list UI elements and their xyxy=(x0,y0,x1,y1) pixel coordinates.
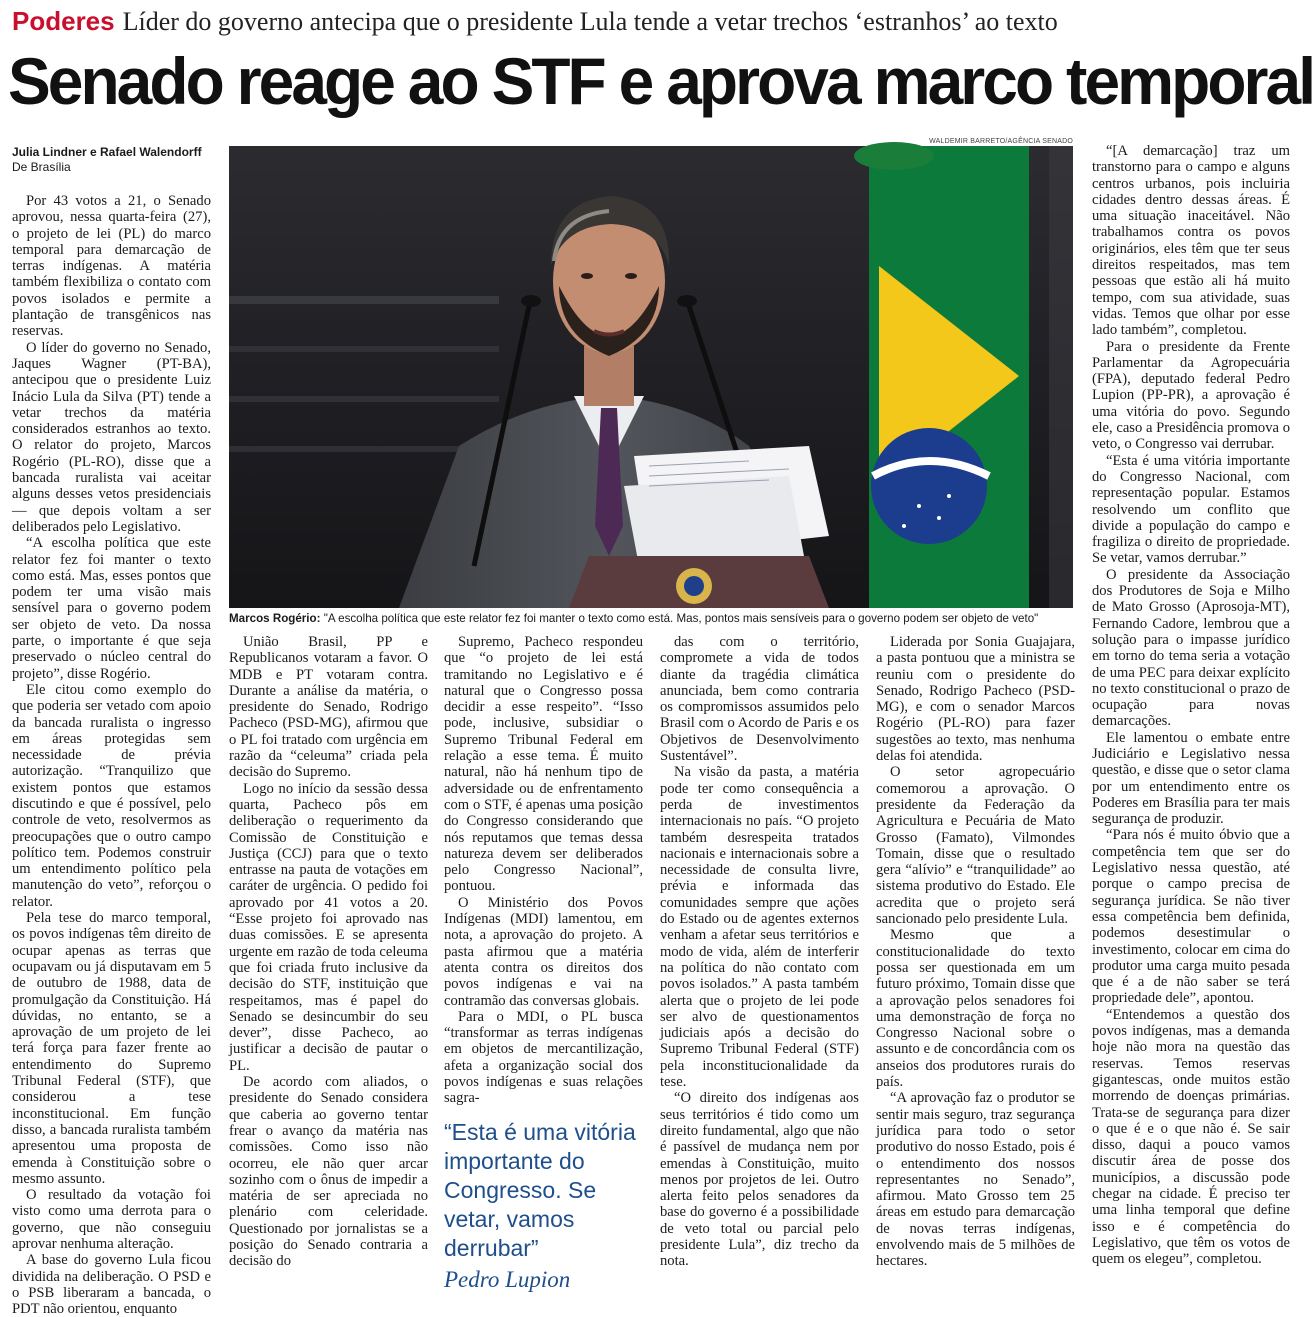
paragraph: “Esta é uma vitória importante do Congresso Nacional, com representação popular. Estamos resolvendo um conflito que divide a população do campo e fragiliza o direito de propriedade. Se vetar, vamos derrubar.” xyxy=(1092,452,1290,567)
paragraph: União Brasil, PP e Republicanos votaram a favor. O MDB e PT votaram contra. Durante a análise da matéria, o presidente do Senado, Rodrigo Pacheco (PSD-MG), afirmou que o PL foi tratado com urgência em razão da “celeuma” criada pela decisão do Supremo. xyxy=(229,634,428,781)
caption-name: Marcos Rogério: xyxy=(229,612,321,625)
paragraph: Mesmo que a constitucionalidade do texto possa ser questionada em um futuro próximo, Tomain disse que a aprovação pelos senadores foi uma demonstração de força no Congresso Nacional sobre o assunto e de concordância com os anseios dos produtores rurais do país. xyxy=(876,927,1075,1091)
pull-quote-text: “Esta é uma vitória importante do Congresso. Se vetar, vamos derrubar” xyxy=(444,1119,636,1261)
kicker-subtitle: Líder do governo antecipa que o presidente Lula tende a vetar trechos ‘estranhos’ ao texto xyxy=(122,7,1058,36)
paragraph: Para o presidente da Frente Parlamentar da Agropecuária (FPA), deputado federal Pedro Lupion (PP-PR), a aprovação é uma vitória do povo. Segundo ele, caso a Presidência promova o veto, o Congresso vai derrubar. xyxy=(1092,338,1290,453)
article-column-3 xyxy=(444,634,643,1107)
paragraph: Supremo, Pacheco respondeu que “o projeto de lei está tramitando no Legislativo e é natural que o Congresso possa decidir a esse respeito”. “Isso pode, inclusive, subsidiar o Supremo Tribunal Federal em relação a esse tema. É muito natural, não há nenhum tipo de adversidade ou de enfrentamento com o STF, é apenas uma posição do Congresso considerando que nós reputamos que temas dessa natureza devem ser deliberados pelo Congresso Nacional”, pontuou. xyxy=(444,634,643,895)
paragraph: Para o MDI, o PL busca “transformar as terras indígenas em objetos de mercantilização, afeta a organização social dos povos indígenas e suas relações sagra- xyxy=(444,1008,643,1107)
paragraph: O setor agropecuário comemorou a aprovação. O presidente da Federação da Agricultura e Pecuária de Mato Grosso (Famato), Vilmondes Tomain, disse que o resultado gera “alívio” e “tranquilidade” ao sistema produtivo do Estado. Ele acredita que o projeto será sancionado pelo presidente Lula. xyxy=(876,764,1075,928)
paragraph: Ele citou como exemplo do que poderia ser vetado com apoio da bancada ruralista o ingresso em áreas protegidas sem necessidade de prévia autorização. “Tranquilizo que existem pontos que estamos discutindo e que é possível, pelo controle de veto, resolvermos as preocupações que o outro campo político tem. Podemos construir um entendimento político pela manutenção do veto”, reforçou o relator. xyxy=(12,681,211,910)
paragraph: Pela tese do marco temporal, os povos indígenas têm direito de ocupar apenas as terras que ocupavam ou já disputavam em 5 de outubro de 1988, data de promulgação da Constituição. Há dúvidas, no entanto, se a aprovação de um projeto de lei terá força para fazer frente ao entendimento do Supremo Tribunal Federal (STF), que considerou a tese inconstitucional. Em função disso, a bancada ruralista também apresentou uma proposta de emenda à Constituição sobre o mesmo assunto. xyxy=(12,910,211,1187)
paragraph: O Ministério dos Povos Indígenas (MDI) lamentou, em nota, a aprovação do projeto. A pasta afirmou que a matéria atenta contra os direitos dos povos indígenas e vai na contramão das conversas globais. xyxy=(444,894,643,1009)
paragraph: O resultado da votação foi visto como uma derrota para o governo, que não conseguiu aprovar nenhuma alteração. xyxy=(12,1187,211,1252)
article-column-2 xyxy=(229,634,428,1274)
photo-caption xyxy=(229,611,1075,626)
article-column-5 xyxy=(876,634,1075,1274)
paragraph: A base do governo Lula ficou dividida na deliberação. O PSD e o PSB liberaram a bancada, o PDT não orientou, enquanto xyxy=(12,1252,211,1317)
senator-speaking-illustration xyxy=(229,146,1073,608)
paragraph: O presidente da Associação dos Produtores de Soja e Milho de Mato Grosso (Aprosoja-MT), Fernando Cadore, lembrou que a solução para o impasse jurídico em torno do tema seria a votação de uma PEC para deixar explícito no texto constitucional o prazo de ocupação para novas demarcações. xyxy=(1092,566,1290,730)
paragraph: “A aprovação faz o produtor se sentir mais seguro, traz segurança jurídica para todo o setor produtivo do nosso Estado, pois é o entendimento dos nossos representantes no Senado”, afirmou. Mato Grosso tem 25 áreas em estudo para demarcação de novas terras indígenas, envolvendo mais de 5 milhões de hectares. xyxy=(876,1090,1075,1270)
paragraph: O líder do governo no Senado, Jaques Wagner (PT-BA), antecipou que o presidente Luiz Inácio Lula da Silva (PT) tende a vetar trechos da matéria considerados estranhos ao texto. O relator do projeto, Marcos Rogério (PL-RO), disse que a bancada ruralista vai aceitar alguns desses vetos presidenciais — que depois voltam a ser deliberados pelo Legislativo. xyxy=(12,339,211,535)
paragraph: Liderada por Sonia Guajajara, a pasta pontuou que a ministra se reuniu com o presidente do Senado, Rodrigo Pacheco (PSD-MG), e com o senador Marcos Rogério (PL-RO) para fazer sugestões ao texto, mas nenhuma delas foi atendida. xyxy=(876,634,1075,765)
paragraph: “A escolha política que este relator fez foi manter o texto como está. Mas, esses pontos que podem ter uma visão mais sensível para o governo podem ser objeto de veto. Da nossa parte, o importante é que seja preservado o núcleo central do projeto”, disse Rogério. xyxy=(12,535,211,682)
paragraph: Ele lamentou o embate entre Judiciário e Legislativo nessa questão, e disse que o setor clama por um entendimento entre os Poderes em Brasília para ter mais segurança de produzir. xyxy=(1092,729,1290,828)
paragraph: das com o território, compromete a vida de todos diante da tragédia climática anunciada, bem como contraria os compromissos assumidos pelo Brasil com o Acordo de Paris e os Objetivos de Desenvolvimento Sustentável”. xyxy=(660,634,859,765)
byline xyxy=(12,145,222,175)
photo-credit: WALDEMIR BARRETO/AGÊNCIA SENADO xyxy=(929,138,1073,145)
article-column-6 xyxy=(1092,143,1290,1274)
paragraph: Logo no início da sessão dessa quarta, Pacheco pôs em deliberação o requerimento da Comissão de Constituição e Justiça (CCJ) para que o texto entrasse na pauta de votações em caráter de urgência. O pedido foi aprovado por 41 votos a 20. “Esse projeto foi aprovado nas duas comissões. E se apresenta urgente em razão de toda celeuma que foi criada fruto inclusive da decisão do STF, instituição que respeitamos, mas é papel do Senado se desincumbir do seu dever”, disse Pacheco, ao justificar a decisão de pautar o PL. xyxy=(229,780,428,1074)
headline: Senado reage ao STF e aprova marco temporal xyxy=(8,44,1313,118)
article-column-1 xyxy=(12,193,211,1317)
byline-location: De Brasília xyxy=(12,160,71,174)
pull-quote xyxy=(444,1118,649,1294)
paragraph: “Entendemos a questão dos povos indígenas, mas a demanda hoje não mora na questão das reservas. Temos reservas gigantescas, onde muitos estão morrendo de doenças primárias. Trata-se de segurança para dizer o que é e o que não é. Se sair disso, daqui a pouco vamos discutir área de posse dos municípios, a discussão pode chegar na cidade. É preciso ter uma linha temporal que define isso e é competência do Legislativo, que têm os votos de quem os elegeu”, completou. xyxy=(1092,1006,1290,1268)
article-photo xyxy=(229,146,1073,608)
paragraph: De acordo com aliados, o presidente do Senado considera que caberia ao governo tentar frear o avanço da matéria nas comissões. Como isso não ocorreu, ele não quer arcar sozinho com o ônus de impedir a matéria de ser apreciada no plenário com celeridade. Questionado por jornalistas se a posição do Senado contraria a decisão do xyxy=(229,1074,428,1270)
paragraph: “[A demarcação] traz um transtorno para o campo e alguns centros urbanos, pois incluiria cidades dentro dessas áreas. É uma situação inaceitável. Não trabalhamos contra os povos originários, eles têm que ter seus direitos respeitados, mas tem pessoas que estão ali há muito tempo, com sua atividade, suas vidas. Temos que olhar por esse lado também”, completou. xyxy=(1092,143,1290,339)
paragraph: Na visão da pasta, a matéria pode ter como consequência a perda de investimentos internacionais no país. “O projeto também desrespeita tratados nacionais e internacionais sobre a necessidade de consulta livre, prévia e informada das comunidades sempre que ações do Estado ou de agentes externos venham a afetar seus territórios e modo de vida, além de interferir na política do não contato com povos isolados.” A pasta também alerta que o projeto de lei pode ser alvo de questionamentos judiciais após a decisão do Supremo Tribunal Federal (STF) pela inconstitucionalidade da tese. xyxy=(660,764,859,1091)
kicker xyxy=(12,4,1295,38)
byline-authors: Julia Lindner e Rafael Walendorff xyxy=(12,145,202,159)
paragraph: “Para nós é muito óbvio que a competência tem que ser do Legislativo nessa questão, até porque o campo precisa de segurança jurídica. Se não tiver essa competência bem definida, podemos desestimular o investimento, colocar em cima do produtor uma carga muito pesada que é a de não saber se terá propriedade dele”, apontou. xyxy=(1092,827,1290,1007)
paragraph: “O direito dos indígenas aos seus territórios é tido como um direito fundamental, algo que não é passível de mudança nem por emendas à Constituição, muito menos por projetos de lei. Outro alerta feito pelos senadores da base do governo é a possibilidade de veto total ou parcial pelo presidente Lula”, diz trecho da nota. xyxy=(660,1090,859,1270)
paragraph: Por 43 votos a 21, o Senado aprovou, nessa quarta-feira (27), o projeto de lei (PL) do marco temporal para demarcação de terras indígenas. A matéria também flexibiliza o contato com povos isolados e permite a plantação de transgênicos nas reservas. xyxy=(12,193,211,340)
pull-quote-author: Pedro Lupion xyxy=(444,1267,571,1292)
section-tag: Poderes xyxy=(12,6,115,36)
caption-text: "A escolha política que este relator fez foi manter o texto como está. Mas, pontos mais sensíveis para o governo podem ser objeto de veto" xyxy=(320,612,1039,625)
article-column-4 xyxy=(660,634,859,1274)
